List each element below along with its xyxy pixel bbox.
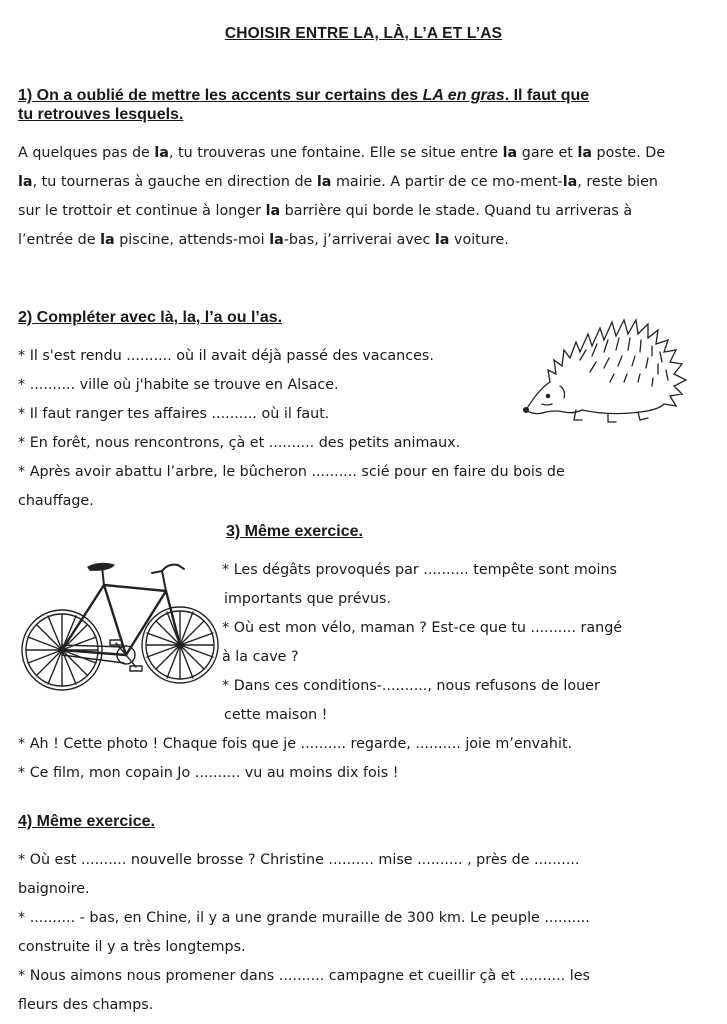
exercise-line: * Ah ! Cette photo ! Chaque fois que je .......... regarde, .......... joie m’envahit. bbox=[18, 736, 573, 752]
exercise-line: * Ce film, mon copain Jo .......... vu au moins dix fois ! bbox=[18, 765, 399, 781]
text-run: -bas, j’arriverai avec bbox=[283, 232, 435, 248]
exercise-line: fleurs des champs. bbox=[18, 997, 154, 1013]
exercise-line: * Où est .......... nouvelle brosse ? Christine .......... mise .......... , près de .......... bbox=[18, 852, 580, 868]
section1-heading-text: 1) On a oublié de mettre les accents sur certains des bbox=[18, 87, 423, 104]
section1-heading-end: . Il faut que bbox=[504, 87, 590, 104]
exercise-line: * Il s'est rendu .......... où il avait déjà passé des vacances. bbox=[18, 348, 434, 364]
exercise-line: * En forêt, nous rencontrons, çà et .......... des petits animaux. bbox=[18, 435, 461, 451]
bold-la: la bbox=[316, 174, 332, 190]
exercise-line: * Nous aimons nous promener dans .......... campagne et cueillir çà et .......... les bbox=[18, 968, 590, 984]
exercise-line: * .......... - bas, en Chine, il y a une grande muraille de 300 km. Le peuple .......... bbox=[18, 910, 590, 926]
bold-la: la bbox=[18, 174, 33, 190]
exercise-line: construite il y a très longtemps. bbox=[18, 939, 246, 955]
bold-la: la bbox=[154, 145, 169, 161]
text-run: , reste bien sur le trottoir et continue à longer bbox=[18, 174, 658, 219]
bicycle-illustration bbox=[18, 545, 223, 700]
text-run: piscine, attends-moi bbox=[114, 232, 270, 248]
text-run: mairie. A partir de ce mo-ment- bbox=[331, 174, 563, 190]
text-run: , tu trouveras une fontaine. Elle se situe entre bbox=[168, 145, 503, 161]
exercise-line: importants que prévus. bbox=[224, 591, 392, 607]
text-run: voiture. bbox=[449, 232, 509, 248]
bold-la: la bbox=[562, 174, 578, 190]
bold-la: la bbox=[269, 232, 284, 248]
page-title: CHOISIR ENTRE LA, LÀ, L’A ET L’AS bbox=[224, 25, 503, 42]
hedgehog-illustration bbox=[520, 300, 700, 430]
section3-heading: 3) Même exercice. bbox=[226, 523, 363, 540]
exercise-line: * Il faut ranger tes affaires .......... où il faut. bbox=[18, 406, 330, 422]
section4-heading: 4) Même exercice. bbox=[18, 813, 155, 830]
bold-la: la bbox=[577, 145, 592, 161]
text-run: gare et bbox=[517, 145, 578, 161]
text-run: poste. De bbox=[592, 145, 666, 161]
exercise-line: chauffage. bbox=[18, 493, 94, 509]
exercise-line: * .......... ville où j'habite se trouve en Alsace. bbox=[18, 377, 339, 393]
exercise-line: à la cave ? bbox=[222, 649, 299, 665]
section1-paragraph bbox=[18, 139, 678, 255]
bold-la: la bbox=[502, 145, 518, 161]
section1-heading-emphasis: LA en gras bbox=[422, 87, 505, 104]
exercise-line: baignoire. bbox=[18, 881, 90, 897]
section1-heading-line2: tu retrouves lesquels. bbox=[18, 106, 184, 123]
exercise-line: * Où est mon vélo, maman ? Est-ce que tu .......... rangé bbox=[222, 620, 623, 636]
section1-heading bbox=[18, 86, 698, 124]
bold-la: la bbox=[100, 232, 115, 248]
text-run: A quelques pas de bbox=[18, 145, 155, 161]
bold-la: la bbox=[265, 203, 281, 219]
text-run: barrière qui borde le stade. Quand tu arriveras à l’entrée de bbox=[18, 203, 633, 248]
text-run: , tu tourneras à gauche en direction de bbox=[32, 174, 317, 190]
bold-la: la bbox=[434, 232, 450, 248]
exercise-line: * Dans ces conditions-.........., nous refusons de louer bbox=[222, 678, 600, 694]
exercise-line: * Après avoir abattu l’arbre, le bûcheron .......... scié pour en faire du bois de bbox=[18, 464, 565, 480]
exercise-line: * Les dégâts provoqués par .......... tempête sont moins bbox=[222, 562, 617, 578]
exercise-line: cette maison ! bbox=[224, 707, 328, 723]
section2-heading: 2) Compléter avec là, la, l’a ou l’as. bbox=[18, 309, 283, 326]
